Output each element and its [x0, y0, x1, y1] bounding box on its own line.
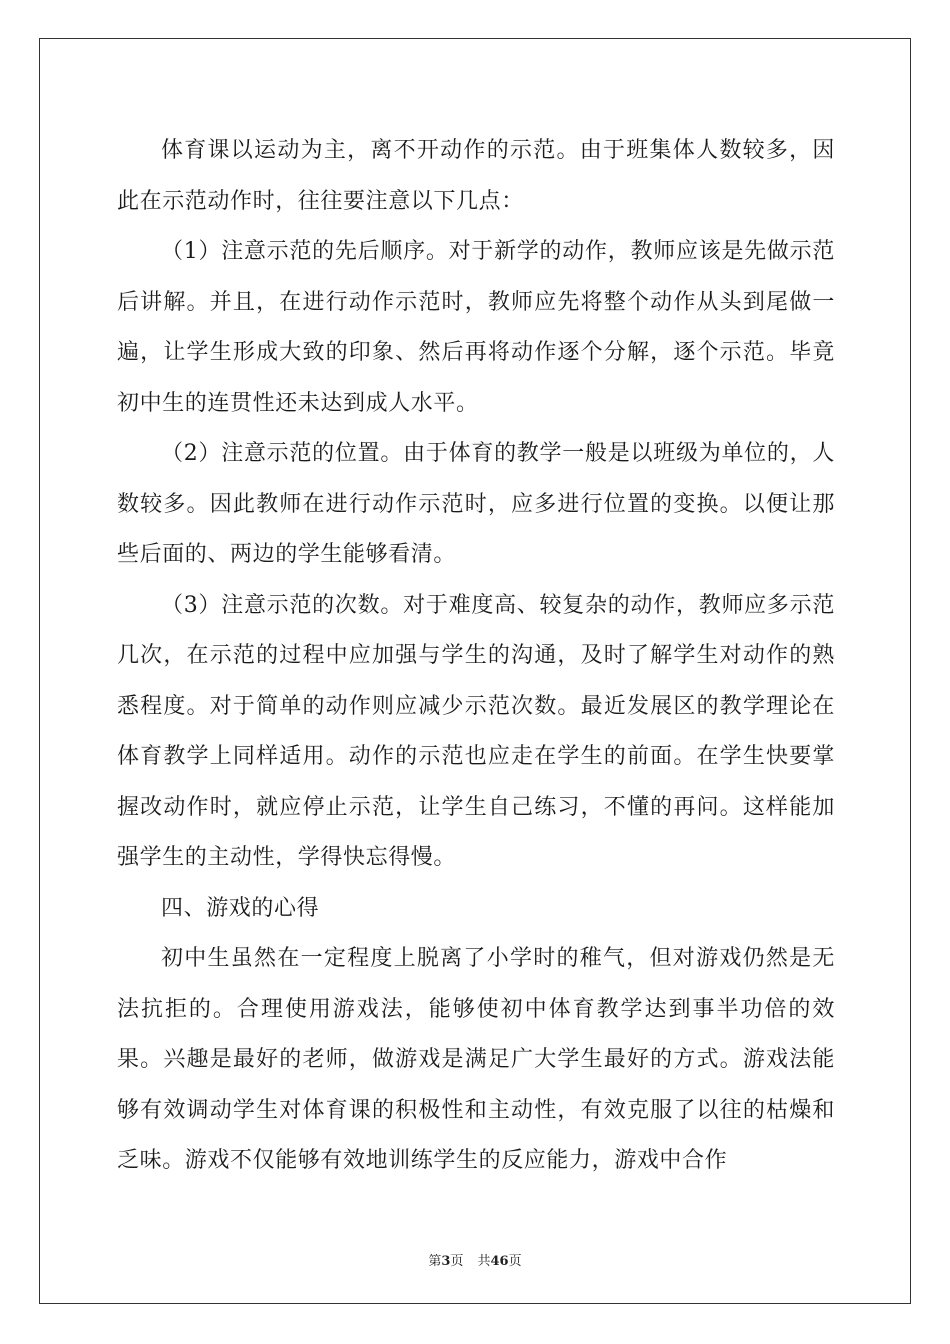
page-current: 3 — [441, 1254, 451, 1269]
total-prefix: 共 — [477, 1254, 491, 1269]
paragraph-games: 初中生虽然在一定程度上脱离了小学时的稚气，但对游戏仍然是无法抗拒的。合理使用游戏法，能够使初中体育教学达到事半功倍的效果。兴趣是最好的老师，做游戏是满足广大学生最好的方式。游戏法能够有效调动学生对体育课的积极性和主动性，有效克服了以往的枯燥和乏味。游戏不仅能够有效地训练学生的反应能力，游戏中合作 — [117, 946, 835, 1173]
total-unit: 页 — [508, 1254, 522, 1269]
page-unit: 页 — [450, 1254, 464, 1269]
paragraph-point-2: （2）注意示范的位置。由于体育的教学一般是以班级为单位的，人数较多。因此教师在进行动作示范时，应多进行位置的变换。以便让那些后面的、两边的学生能够看清。 — [117, 441, 835, 567]
paragraph-point-1: （1）注意示范的先后顺序。对于新学的动作，教师应该是先做示范后讲解。并且，在进行动作示范时，教师应先将整个动作从头到尾做一遍，让学生形成大致的印象、然后再将动作逐个分解，逐个示范。毕竟初中生的连贯性还未达到成人水平。 — [117, 239, 835, 416]
page-prefix: 第 — [428, 1254, 442, 1269]
document-body — [117, 126, 835, 1187]
page-footer — [0, 1250, 950, 1269]
paragraph-point-3: （3）注意示范的次数。对于难度高、较复杂的动作，教师应多示范几次，在示范的过程中应加强与学生的沟通，及时了解学生对动作的熟悉程度。对于简单的动作则应减少示范次数。最近发展区的教学理论在体育教学上同样适用。动作的示范也应走在学生的前面。在学生快要掌握改动作时，就应停止示范，让学生自己练习，不懂的再问。这样能加强学生的主动性，学得快忘得慢。 — [117, 592, 835, 870]
paragraph-intro: 体育课以运动为主，离不开动作的示范。由于班集体人数较多，因此在示范动作时，往往要注意以下几点： — [117, 138, 835, 214]
section-heading-games: 四、游戏的心得 — [161, 895, 320, 921]
page-total: 46 — [490, 1254, 509, 1269]
